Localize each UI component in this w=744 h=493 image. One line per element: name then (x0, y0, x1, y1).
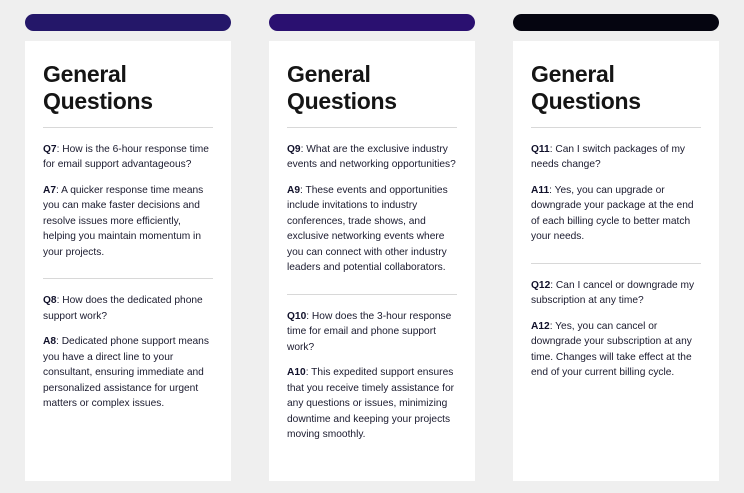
card-spacer (531, 385, 701, 463)
title-divider-2 (287, 127, 457, 128)
answer-a8 (43, 334, 213, 412)
qa-block-q10 (287, 309, 457, 443)
qa-text: : How does the dedicated phone support work? (43, 295, 203, 322)
answer-a9 (287, 183, 457, 276)
qa-label: Q9 (287, 143, 301, 155)
qa-text: : Can I cancel or downgrade my subscription at any time? (531, 279, 695, 307)
answer-a7 (43, 183, 213, 261)
qa-label: Q12 (531, 279, 551, 291)
faq-card-3 (513, 41, 719, 481)
qa-block-q9 (287, 142, 457, 276)
qa-divider-1 (43, 278, 213, 279)
qa-block-q8 (43, 293, 213, 412)
qa-block-q7 (43, 142, 213, 261)
qa-label: A12 (531, 320, 550, 332)
question-q8 (43, 293, 213, 324)
column-top-bar-1 (25, 14, 231, 31)
qa-block-q11 (531, 142, 701, 245)
question-q10 (287, 309, 457, 356)
qa-label: A9 (287, 184, 301, 196)
qa-label: A11 (531, 184, 550, 196)
qa-label: Q8 (43, 295, 57, 307)
qa-text: : Dedicated phone support means you have a direct line to your consultant, ensuring immediate and personalized assistance for urgent matters or complex issues. (43, 336, 209, 410)
card-spacer (287, 447, 457, 463)
faq-card-2 (269, 41, 475, 481)
title-divider-3 (531, 127, 701, 128)
question-q12 (531, 278, 701, 309)
qa-divider-2 (287, 294, 457, 295)
qa-text: : How does the 3-hour response time for email and phone support work? (287, 310, 452, 353)
qa-label: A8 (43, 336, 57, 348)
answer-a10 (287, 365, 457, 443)
faq-column-3 (513, 14, 719, 481)
card-spacer (43, 416, 213, 463)
qa-label: Q7 (43, 143, 57, 155)
qa-text: : What are the exclusive industry events and networking opportunities? (287, 143, 456, 171)
qa-text: : Yes, you can cancel or downgrade your subscription at any time. Changes will take effect at the end of your current billing cycle. (531, 320, 692, 379)
question-q11 (531, 142, 701, 173)
qa-label: A10 (287, 367, 306, 379)
qa-label: Q11 (531, 143, 550, 155)
faq-column-1 (25, 14, 231, 481)
qa-label: Q10 (287, 310, 307, 322)
page-title-2: General Questions (287, 61, 397, 114)
qa-text: : This expedited support ensures that you receive timely assistance for any questions or issues, minimizing downtime and keeping your projects moving smoothly. (287, 367, 455, 441)
qa-text: : These events and opportunities include invitations to industry conferences, trade shows, and exclusive networking events where you can connect with other industry leaders and potential collaborators. (287, 184, 448, 274)
qa-text: : How is the 6-hour response time for email support advantageous? (43, 143, 209, 171)
title-divider-1 (43, 127, 213, 128)
qa-divider-3 (531, 263, 701, 264)
question-q7 (43, 142, 213, 173)
answer-a11 (531, 183, 701, 245)
answer-a12 (531, 319, 701, 381)
column-top-bar-3 (513, 14, 719, 31)
question-q9 (287, 142, 457, 173)
column-top-bar-2 (269, 14, 475, 31)
faq-card-1 (25, 41, 231, 481)
qa-text: : Can I switch packages of my needs change? (531, 143, 686, 171)
page-title-1: General Questions (43, 61, 153, 114)
page-title-3: General Questions (531, 61, 641, 114)
qa-text: : A quicker response time means you can make faster decisions and resolve issues more efficiently, helping you maintain momentum in your projects. (43, 184, 204, 258)
faq-column-2 (269, 14, 475, 481)
qa-block-q12 (531, 278, 701, 381)
qa-label: A7 (43, 184, 57, 196)
qa-text: : Yes, you can upgrade or downgrade your package at the end of each billing cycle to better match your needs. (531, 184, 694, 243)
